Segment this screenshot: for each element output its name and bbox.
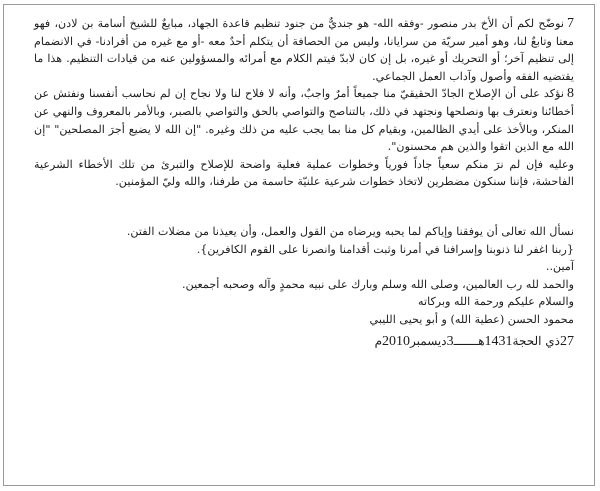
paragraph-number: 7 [567,16,574,31]
gregorian-month: ديسمبر [410,333,447,348]
signatories: محمود الحسن (عطية الله) و أبو يحيى الليبي [369,312,574,326]
dua-line-2: {ربنا اغفر لنا ذنوبنا وإسرافنا في أمرنا وثبت أقدامنا وانصرنا على القوم الكافرين}. [196,242,574,256]
paragraph-8 [34,85,574,155]
letter-date [34,333,574,351]
paragraph-text: وعليه فإن لم نرَ منكم سعياً جاداً فورياً وخطوات عملية فعلية واضحة للإصلاح والتبرئ من تلك الأخطاء الشرعية الفاحشة، فإننا سنكون مضطرين لاتخاذ خطوات شرعية علنيّة حاسمة من طرفنا، والله وليّ المؤمنين. [34,157,574,189]
hijri-day: 27 [560,333,574,349]
hijri-year: 1431 [484,333,513,349]
date-separator: ــــــ [453,333,475,348]
hijri-month: ذي الحجة [512,333,560,348]
paragraph-7 [34,15,574,85]
paragraph-text: نؤكد على أن الإصلاح الجادّ الحقيقيّ منا جميعاً أمرٌ واجبٌ، وأنه لا فلاح لنا ولا نجاح إن لم نحاسب أنفسنا ونفتش عن أخطائنا ونعترف بها ونصلحها ونجتهد في ذلك، بالتناصح والتواصي بالحق والتواصي بالصبر، وبالأمر بالمعروف والنهي عن المنكر، وبالأخذ على أيدي الظالمين، وبقيام كل منا بما يجب عليه من ذلك وغيره. "إن الله لا يضيع أجرَ المصلحين" "إن الله مع الذين اتقوا والذين هم محسنون". [34,87,574,154]
closing-praise: والحمد لله رب العالمين، وصلى الله وسلم وبارك على نبيه محمدٍ وآله وصحبه أجمعين. [182,277,574,291]
dua-line-3: آمين.. [545,260,574,274]
paragraph-number: 8 [567,86,574,102]
gregorian-year: 2010 [382,333,411,349]
dua-line-1: نسأل الله تعالى أن يوفقنا وإياكم لما يحبه ويرضاه من القول والعمل، وأن يعيذنا من مضلات الفتن. [126,224,574,238]
hijri-suffix: هـ [474,333,485,348]
paragraph-closing-warning [34,156,574,191]
closing-salam: والسلام عليكم ورحمة الله وبركاته [417,295,574,309]
document-frame [3,4,595,486]
paragraph-text: نوضّح لكم أن الأخ بدر منصور -وفقه الله- هو جنديٌّ من جنود تنظيم قاعدة الجهاد، مبايعٌ للشيخ أسامة بن لادن، فهو معنا وتابعٌ لنا، وهو أمير سريّة من سرايانا، وليس من الحصافة أن يتكلم أحدٌ معه -أو مع غيره من أفرادنا- في الانضمام إلى تنظيم آخر؛ أو التحريك أو غيره، بل إن كان لابدّ فيتم الكلام مع أمرائه والمسؤولين عنه من قيادات التنظيم. هذا ما يقتضيه الفقه وأصول وآداب العمل الجماعي. [34,17,574,83]
spacer [34,191,574,223]
letter-page [34,15,574,350]
gregorian-day: 3 [446,333,454,349]
gregorian-suffix: م [374,333,383,348]
